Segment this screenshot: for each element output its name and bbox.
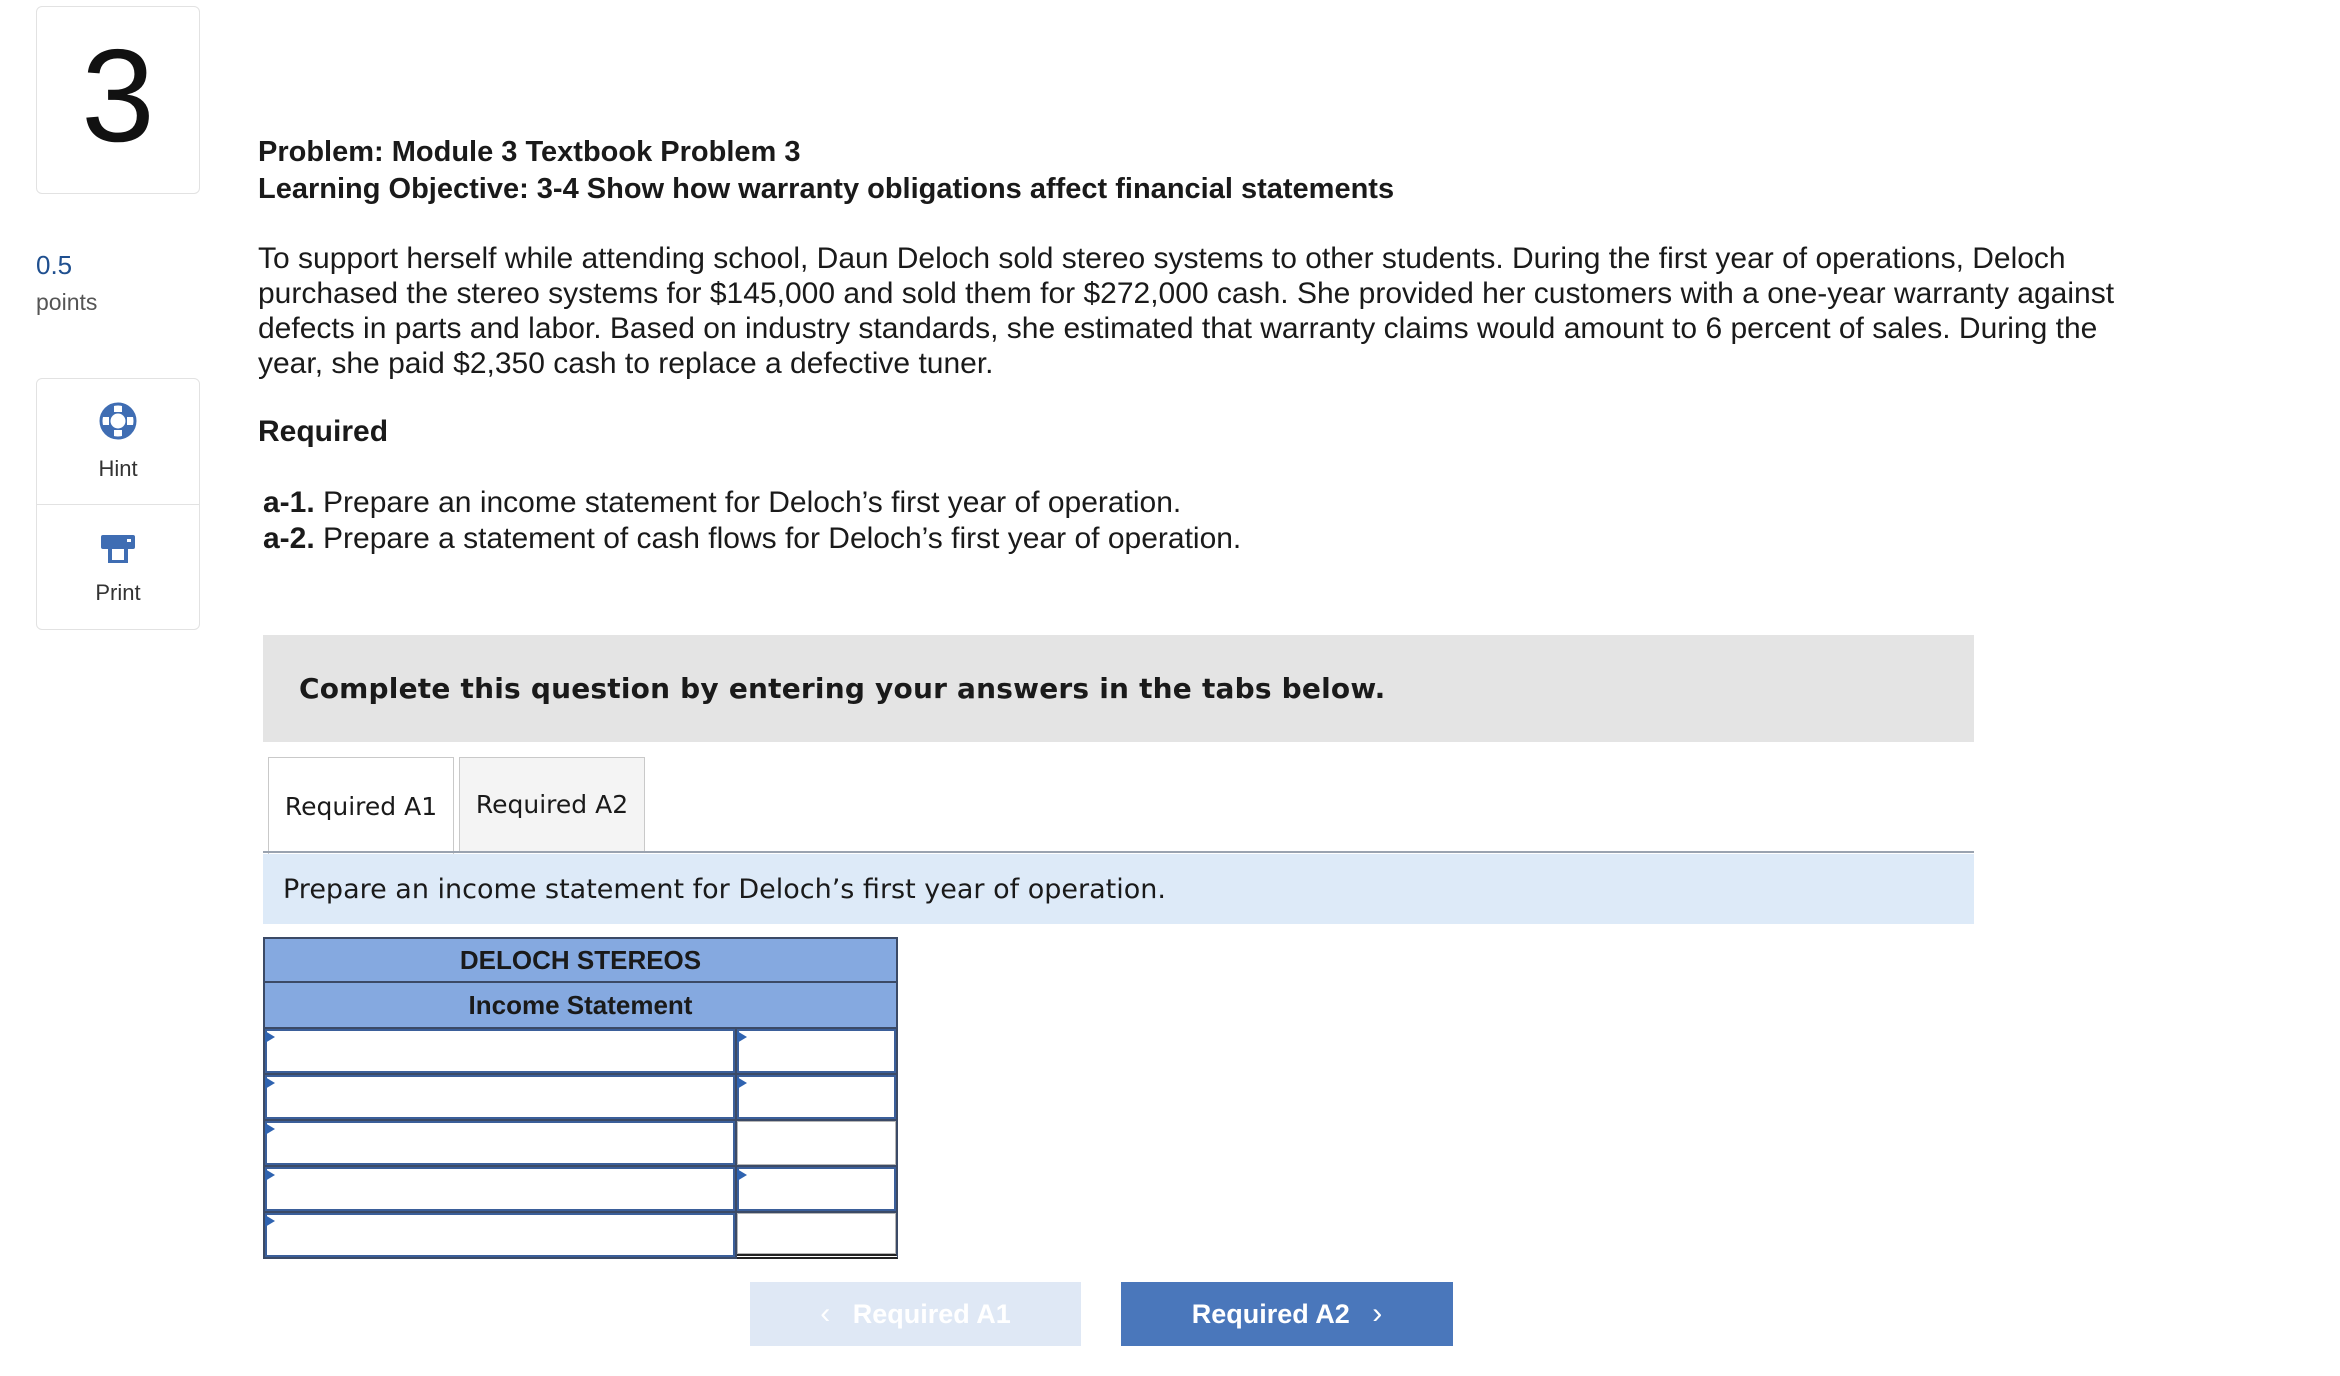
dropdown-indicator-icon <box>737 1031 747 1043</box>
prev-tab-label: Required A1 <box>852 1298 1011 1329</box>
tools-panel <box>36 378 200 630</box>
table-row <box>263 1167 898 1213</box>
table-row <box>263 1075 898 1121</box>
required-heading: Required <box>258 415 389 448</box>
question-number: 3 <box>81 22 155 169</box>
lifebuoy-icon <box>98 401 138 446</box>
dropdown-indicator-icon <box>737 1077 747 1089</box>
requirement-item <box>263 485 2158 521</box>
table-row <box>263 1121 898 1167</box>
requirement-item <box>263 521 2158 557</box>
print-label: Print <box>95 580 141 605</box>
problem-body: To support herself while attending school, Daun Deloch sold stereo systems to other students. During the first year of operations, Deloch purchased the stereo systems for $145,000 and sold them for $272,000 cash. She provided her customers with a one-year warranty against defects in parts and labor. Based on industry standards, she estimated that warranty claims would amount to 6 percent of sales. During the year, she paid $2,350 cash to replace a defective tuner. <box>258 242 2115 380</box>
instructions-text: Complete this question by entering your answers in the tabs below. <box>299 672 1386 705</box>
points-value: 0.5 <box>36 250 73 280</box>
print-button[interactable] <box>37 504 199 630</box>
tab-required-a1[interactable]: Required A1 <box>268 757 454 854</box>
statement-company: DELOCH STEREOS <box>263 937 898 983</box>
tab-divider <box>263 851 1974 853</box>
requirement-text: Prepare an income statement for Deloch’s first year of operation. <box>323 486 1182 519</box>
hint-label: Hint <box>98 456 138 481</box>
dropdown-indicator-icon <box>265 1123 275 1135</box>
prev-tab-button[interactable] <box>750 1282 1081 1346</box>
chevron-left-icon: ‹ <box>820 1297 831 1330</box>
requirement-text: Prepare a statement of cash flows for Deloch’s first year of operation. <box>323 522 1242 555</box>
chevron-right-icon: › <box>1372 1297 1383 1330</box>
total-amount-input[interactable] <box>737 1213 896 1254</box>
line-item-dropdown[interactable] <box>265 1167 735 1211</box>
requirement-tag: a-2. <box>263 522 315 555</box>
instructions-box <box>263 635 1974 742</box>
next-tab-label: Required A2 <box>1191 1298 1350 1329</box>
problem-title: Problem: Module 3 Textbook Problem 3 <box>258 136 801 168</box>
dropdown-indicator-icon <box>265 1031 275 1043</box>
amount-input[interactable] <box>737 1075 896 1119</box>
amount-input[interactable] <box>737 1029 896 1073</box>
table-row <box>263 1029 898 1075</box>
points-info <box>36 250 97 316</box>
income-statement-table <box>263 937 898 1259</box>
prompt-bar <box>263 854 1974 924</box>
requirements-list <box>258 485 2158 557</box>
line-item-dropdown[interactable] <box>265 1213 735 1257</box>
amount-input[interactable] <box>737 1167 896 1211</box>
statement-title: Income Statement <box>263 983 898 1029</box>
next-tab-button[interactable] <box>1121 1282 1453 1346</box>
line-item-dropdown[interactable] <box>265 1075 735 1119</box>
dropdown-indicator-icon <box>737 1169 747 1181</box>
line-item-dropdown[interactable] <box>265 1121 735 1165</box>
tab-required-a2[interactable]: Required A2 <box>459 757 645 852</box>
dropdown-indicator-icon <box>265 1169 275 1181</box>
hint-button[interactable] <box>37 379 199 504</box>
dropdown-indicator-icon <box>265 1215 275 1227</box>
line-item-dropdown[interactable] <box>265 1029 735 1073</box>
amount-input[interactable] <box>737 1121 896 1165</box>
problem-content <box>258 134 2158 557</box>
requirement-tag: a-1. <box>263 486 315 519</box>
dropdown-indicator-icon <box>265 1077 275 1089</box>
table-row <box>263 1213 898 1259</box>
printer-icon <box>99 529 137 570</box>
points-label: points <box>36 289 98 315</box>
question-number-box <box>36 6 200 194</box>
prompt-text: Prepare an income statement for Deloch’s first year of operation. <box>283 873 1166 905</box>
learning-objective: Learning Objective: 3-4 Show how warranty obligations affect financial statements <box>258 173 1395 205</box>
